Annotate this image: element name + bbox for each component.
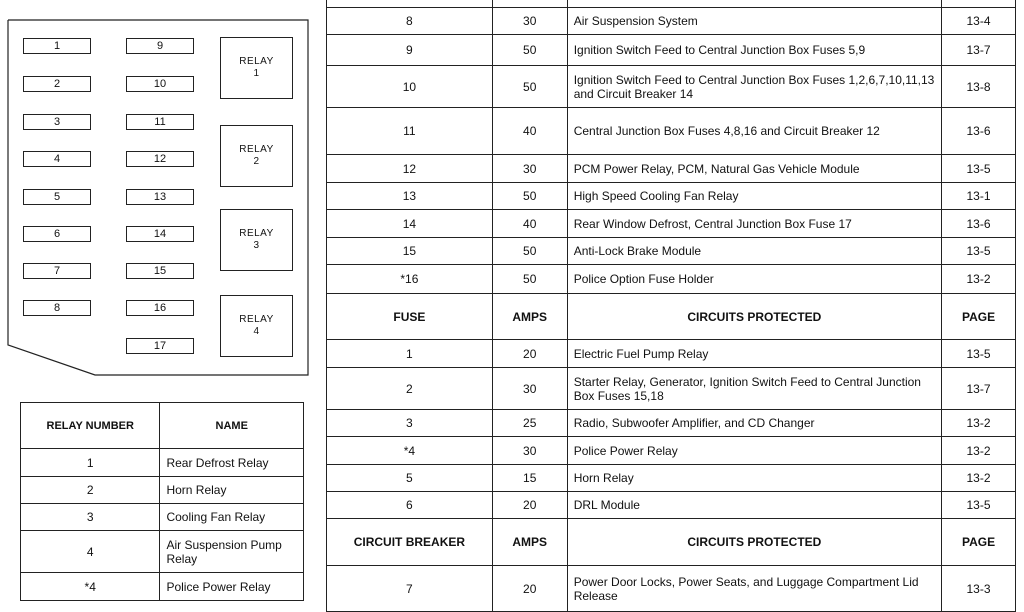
amps-value: 25 — [492, 410, 567, 437]
page-reference: 13-2 — [942, 410, 1016, 437]
fuse-slot: 10 — [126, 76, 194, 92]
column-header: AMPS — [492, 519, 567, 566]
table-row — [327, 155, 1016, 183]
relay-label: RELAY — [239, 144, 274, 155]
fuse-slot: 9 — [126, 38, 194, 54]
fuse-slot: 17 — [126, 338, 194, 354]
relay-number: 1 — [21, 449, 160, 477]
fuse-slot: 12 — [126, 151, 194, 167]
fuse-number: 14 — [327, 210, 493, 238]
circuit-description: Horn Relay — [567, 465, 941, 492]
column-header: AMPS — [492, 294, 567, 340]
fuse-slot: 15 — [126, 263, 194, 279]
page-reference: 13-2 — [942, 465, 1016, 492]
relay-name: Police Power Relay — [160, 573, 304, 601]
empty-cell — [567, 0, 941, 8]
page-reference: 13-5 — [942, 155, 1016, 183]
table-row — [327, 210, 1016, 238]
circuit-description: High Speed Cooling Fan Relay — [567, 183, 941, 210]
table-row — [327, 340, 1016, 368]
circuit-description: Ignition Switch Feed to Central Junction Box Fuses 1,2,6,7,10,11,13 and Circuit Breaker 14 — [567, 66, 941, 108]
circuit-description: Electric Fuel Pump Relay — [567, 340, 941, 368]
circuit-description: Ignition Switch Feed to Central Junction Box Fuses 5,9 — [567, 35, 941, 66]
relay-name: Air Suspension Pump Relay — [160, 531, 304, 573]
table-row — [327, 238, 1016, 265]
fuse-number: 1 — [327, 340, 493, 368]
page-reference: 13-5 — [942, 492, 1016, 519]
page-reference: 13-1 — [942, 183, 1016, 210]
relay-4 — [220, 295, 293, 357]
table-row — [327, 8, 1016, 35]
fuse-table — [326, 0, 1016, 612]
fuse-number: 11 — [327, 108, 493, 155]
fuse-slot: 14 — [126, 226, 194, 242]
page-reference: 13-7 — [942, 368, 1016, 410]
relay-label: RELAY — [239, 314, 274, 325]
table-row — [21, 477, 304, 504]
table-row — [327, 108, 1016, 155]
table-row — [327, 368, 1016, 410]
amps-value: 30 — [492, 368, 567, 410]
table-row — [327, 265, 1016, 294]
relay-label: RELAY — [239, 228, 274, 239]
table-row — [21, 573, 304, 601]
empty-cell — [492, 0, 567, 8]
table-row — [327, 183, 1016, 210]
circuit-description: Air Suspension System — [567, 8, 941, 35]
relay-number: 4 — [21, 531, 160, 573]
amps-value: 30 — [492, 8, 567, 35]
fuse-slot: 13 — [126, 189, 194, 205]
relay-name: Horn Relay — [160, 477, 304, 504]
fuse-number: 15 — [327, 238, 493, 265]
relay-2 — [220, 125, 293, 187]
page-reference: 13-8 — [942, 66, 1016, 108]
amps-value: 50 — [492, 265, 567, 294]
relay-name-header: NAME — [160, 403, 304, 449]
circuit-description: Radio, Subwoofer Amplifier, and CD Changer — [567, 410, 941, 437]
fuse-number: *4 — [327, 437, 493, 465]
page-reference: 13-2 — [942, 265, 1016, 294]
empty-cell — [942, 0, 1016, 8]
amps-value: 15 — [492, 465, 567, 492]
fuse-number: 8 — [327, 8, 493, 35]
table-header-row — [327, 519, 1016, 566]
relay-label: RELAY — [239, 56, 274, 67]
table-row — [327, 437, 1016, 465]
column-header: CIRCUITS PROTECTED — [567, 519, 941, 566]
fuse-slot: 7 — [23, 263, 91, 279]
circuit-description: Anti-Lock Brake Module — [567, 238, 941, 265]
fuse-number: *16 — [327, 265, 493, 294]
fuse-slot: 3 — [23, 114, 91, 130]
circuit-description: Central Junction Box Fuses 4,8,16 and Circuit Breaker 12 — [567, 108, 941, 155]
relay-name: Cooling Fan Relay — [160, 504, 304, 531]
table-row — [327, 66, 1016, 108]
fuse-slot: 2 — [23, 76, 91, 92]
column-header: PAGE — [942, 519, 1016, 566]
amps-value: 50 — [492, 183, 567, 210]
page-reference: 13-6 — [942, 108, 1016, 155]
amps-value: 30 — [492, 437, 567, 465]
relay-number: 4 — [253, 326, 260, 337]
amps-value: 50 — [492, 238, 567, 265]
relay-number: 2 — [253, 156, 260, 167]
column-header: CIRCUITS PROTECTED — [567, 294, 941, 340]
cropped-row — [327, 0, 1016, 8]
fuse-slot: 11 — [126, 114, 194, 130]
table-header-row — [327, 294, 1016, 340]
fuse-number: 12 — [327, 155, 493, 183]
relay-name: Rear Defrost Relay — [160, 449, 304, 477]
fuse-number: 7 — [327, 566, 493, 612]
fuse-slot: 6 — [23, 226, 91, 242]
page-reference: 13-2 — [942, 437, 1016, 465]
amps-value: 30 — [492, 155, 567, 183]
fuse-slot: 5 — [23, 189, 91, 205]
table-row — [327, 492, 1016, 519]
fuse-number: 6 — [327, 492, 493, 519]
table-row — [21, 504, 304, 531]
column-header: FUSE — [327, 294, 493, 340]
page-reference: 13-7 — [942, 35, 1016, 66]
circuit-description: Police Option Fuse Holder — [567, 265, 941, 294]
column-header: CIRCUIT BREAKER — [327, 519, 493, 566]
empty-cell — [327, 0, 493, 8]
fuse-number: 3 — [327, 410, 493, 437]
fuse-number: 13 — [327, 183, 493, 210]
fuse-slot: 8 — [23, 300, 91, 316]
amps-value: 20 — [492, 492, 567, 519]
table-row — [21, 449, 304, 477]
circuit-description: Rear Window Defrost, Central Junction Box Fuse 17 — [567, 210, 941, 238]
table-row — [327, 35, 1016, 66]
amps-value: 40 — [492, 210, 567, 238]
fuse-slot: 16 — [126, 300, 194, 316]
relay-number-header: RELAY NUMBER — [21, 403, 160, 449]
relay-table — [20, 402, 304, 601]
relay-number: 3 — [253, 240, 260, 251]
relay-table-header — [21, 403, 304, 449]
page-reference: 13-6 — [942, 210, 1016, 238]
page-reference: 13-5 — [942, 340, 1016, 368]
circuit-description: Starter Relay, Generator, Ignition Switch Feed to Central Junction Box Fuses 15,18 — [567, 368, 941, 410]
relay-number: 2 — [21, 477, 160, 504]
table-row — [327, 410, 1016, 437]
table-row — [327, 465, 1016, 492]
amps-value: 50 — [492, 66, 567, 108]
circuit-description: PCM Power Relay, PCM, Natural Gas Vehicle Module — [567, 155, 941, 183]
circuit-description: Power Door Locks, Power Seats, and Luggage Compartment Lid Release — [567, 566, 941, 612]
table-row — [21, 531, 304, 573]
fuse-number: 9 — [327, 35, 493, 66]
amps-value: 20 — [492, 340, 567, 368]
relay-number: 1 — [253, 68, 260, 79]
fuse-slot: 1 — [23, 38, 91, 54]
relay-3 — [220, 209, 293, 271]
fuse-number: 5 — [327, 465, 493, 492]
page-reference: 13-5 — [942, 238, 1016, 265]
amps-value: 40 — [492, 108, 567, 155]
page-reference: 13-3 — [942, 566, 1016, 612]
amps-value: 20 — [492, 566, 567, 612]
page-reference: 13-4 — [942, 8, 1016, 35]
column-header: PAGE — [942, 294, 1016, 340]
circuit-description: DRL Module — [567, 492, 941, 519]
table-row — [327, 566, 1016, 612]
relay-1 — [220, 37, 293, 99]
relay-number: *4 — [21, 573, 160, 601]
relay-number: 3 — [21, 504, 160, 531]
fuse-slot: 4 — [23, 151, 91, 167]
fuse-number: 10 — [327, 66, 493, 108]
amps-value: 50 — [492, 35, 567, 66]
circuit-description: Police Power Relay — [567, 437, 941, 465]
fuse-number: 2 — [327, 368, 493, 410]
